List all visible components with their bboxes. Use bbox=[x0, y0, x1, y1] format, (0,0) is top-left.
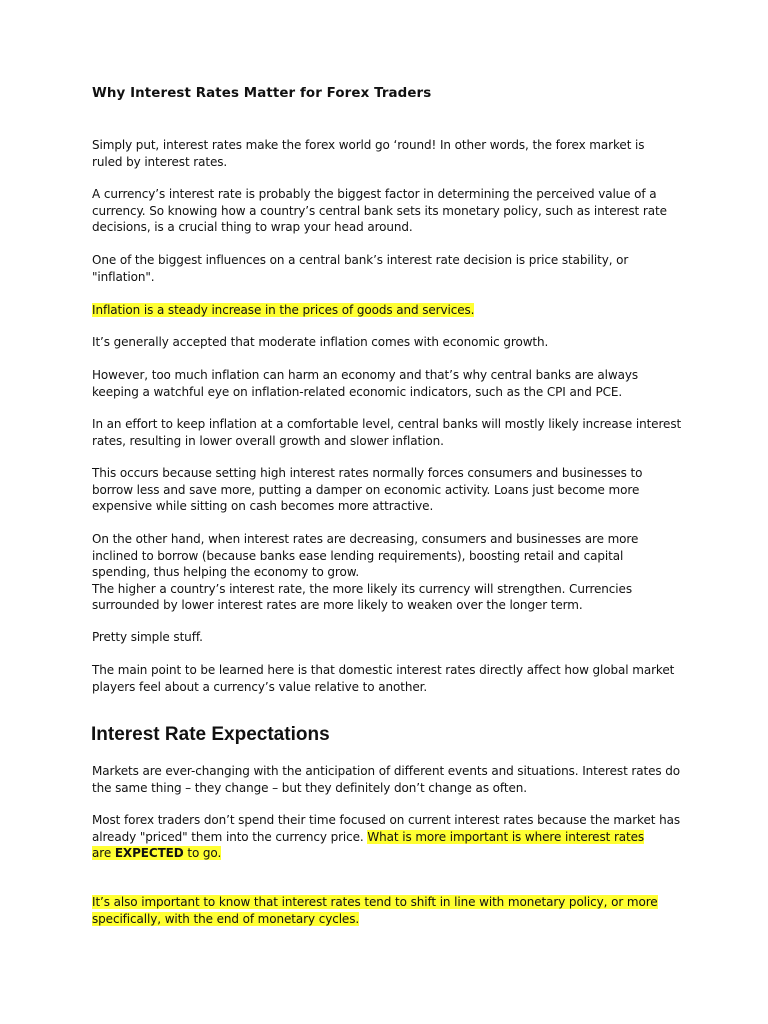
highlighted-text: Inflation is a steady increase in the prices of goods and services. bbox=[92, 303, 475, 317]
text-line: It’s generally accepted that moderate inflation comes with economic growth. bbox=[92, 335, 549, 349]
text-line bbox=[92, 845, 692, 862]
text-line: surrounded by lower interest rates are more likely to weaken over the longer term. bbox=[92, 598, 583, 612]
text-line: However, too much inflation can harm an economy and that’s why central banks are always bbox=[92, 368, 639, 382]
text-line: Pretty simple stuff. bbox=[92, 630, 203, 644]
text-line: The main point to be learned here is that domestic interest rates directly affect how global market bbox=[92, 663, 675, 677]
text-line: One of the biggest influences on a central bank’s interest rate decision is price stability, or bbox=[92, 253, 629, 267]
paragraph-monetary-cycles bbox=[92, 894, 692, 927]
highlighted-text: are bbox=[92, 846, 115, 860]
text-line: decisions, is a crucial thing to wrap your head around. bbox=[92, 220, 413, 234]
text-line: ruled by interest rates. bbox=[92, 154, 228, 169]
paragraph-main-point bbox=[92, 662, 692, 695]
text-line: "inflation". bbox=[92, 269, 155, 284]
paragraph-too-much-inflation bbox=[92, 367, 692, 400]
paragraph-comfortable-level bbox=[92, 416, 692, 449]
text-line: On the other hand, when interest rates are decreasing, consumers and businesses are more bbox=[92, 532, 639, 546]
text-line: borrow less and save more, putting a damper on economic activity. Loans just become more bbox=[92, 482, 640, 497]
paragraph-inflation-definition bbox=[92, 302, 692, 319]
paragraph-price-stability bbox=[92, 252, 692, 285]
text-line: rates, resulting in lower overall growth and slower inflation. bbox=[92, 433, 444, 448]
text-line: players feel about a currency’s value relative to another. bbox=[92, 679, 428, 694]
section-heading: Interest Rate Expectations bbox=[91, 724, 330, 745]
text-line: keeping a watchful eye on inflation-related economic indicators, such as the CPI and PCE. bbox=[92, 384, 623, 399]
text-line: the same thing – they change – but they definitely don’t change as often. bbox=[92, 780, 527, 795]
text-line: In an effort to keep inflation at a comfortable level, central banks will mostly likely increase interest bbox=[92, 417, 682, 431]
text-line: spending, thus helping the economy to grow. bbox=[92, 565, 360, 579]
text-line: Most forex traders don’t spend their time focused on current interest rates because the market has bbox=[92, 813, 680, 827]
paragraph-decreasing-rates bbox=[92, 531, 692, 614]
text-line: inclined to borrow (because banks ease lending requirements), boosting retail and capital bbox=[92, 548, 624, 563]
paragraph-moderate-inflation bbox=[92, 334, 692, 351]
paragraph-markets-change bbox=[92, 763, 692, 796]
paragraph-simple-stuff bbox=[92, 629, 692, 646]
text-line: expensive while sitting on cash becomes more attractive. bbox=[92, 499, 434, 513]
plain-text: already "priced" them into the currency price. bbox=[92, 829, 368, 844]
text-line: A currency’s interest rate is probably the biggest factor in determining the perceived value of a bbox=[92, 187, 657, 201]
paragraph-intro bbox=[92, 137, 692, 170]
paragraph-currency-rate bbox=[92, 186, 692, 236]
text-line: Simply put, interest rates make the forex world go ‘round! In other words, the forex market is bbox=[92, 138, 645, 152]
emphasized-text: EXPECTED bbox=[114, 846, 184, 860]
highlighted-text: It’s also important to know that interest rates tend to shift in line with monetary policy, or more bbox=[92, 895, 658, 909]
paragraph-expectations bbox=[92, 812, 692, 862]
highlighted-text: What is more important is where interest rates bbox=[367, 829, 645, 844]
highlighted-text: specifically, with the end of monetary cycles. bbox=[92, 911, 360, 926]
highlighted-text: to go. bbox=[183, 846, 222, 860]
text-line: currency. So knowing how a country’s central bank sets its monetary policy, such as interest rate bbox=[92, 203, 667, 218]
text-line: Markets are ever-changing with the anticipation of different events and situations. Interest rates do bbox=[92, 764, 680, 778]
document-title: Why Interest Rates Matter for Forex Traders bbox=[92, 86, 432, 101]
text-line: The higher a country’s interest rate, the more likely its currency will strengthen. Currencies bbox=[92, 581, 632, 596]
text-line bbox=[92, 829, 692, 846]
text-line: This occurs because setting high interest rates normally forces consumers and businesses to bbox=[92, 466, 643, 480]
paragraph-high-rates-effect bbox=[92, 465, 692, 515]
